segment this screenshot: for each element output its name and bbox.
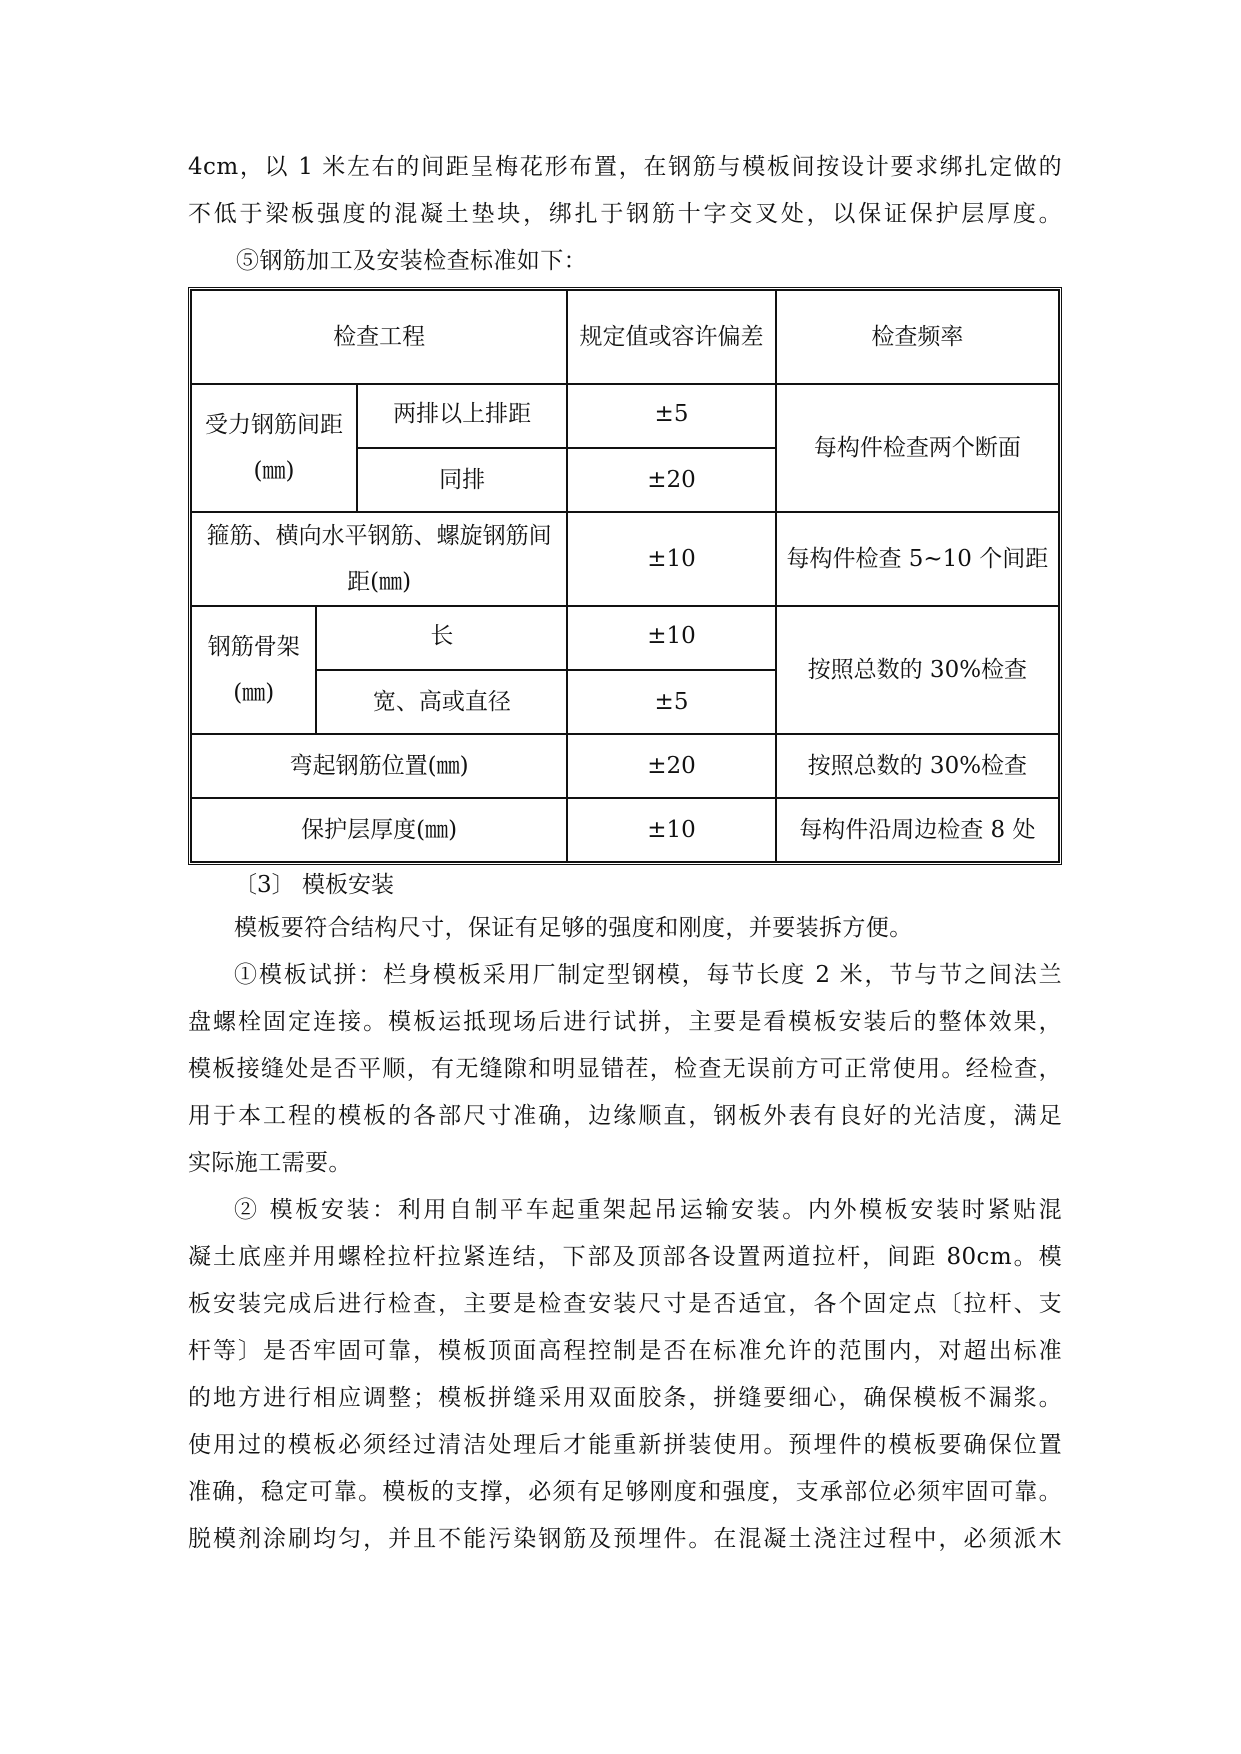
para-formwork-install xyxy=(188,1187,1062,1563)
para1-line: 盘螺栓固定连接。模板运抵现场后进行试拼，主要是看模板安装后的整体效果， xyxy=(188,1009,1062,1035)
stirrup-label: 箍筋、横向水平钢筋、螺旋钢筋间距(㎜) xyxy=(191,512,567,606)
stirrup-frequency: 每构件检查 5~10 个间距 xyxy=(776,512,1059,606)
header-frequency: 检查频率 xyxy=(776,290,1059,384)
spacing-multi-value: ±5 xyxy=(567,384,775,448)
para2-line: 脱模剂涂刷均匀，并且不能污染钢筋及预埋件。在混凝土浇注过程中，必须派木 xyxy=(188,1526,1062,1552)
cage-group-label: 钢筋骨架(㎜) xyxy=(191,606,316,734)
para1-line: ①模板试拼：栏身模板采用厂制定型钢模，每节长度 2 米，节与节之间法兰 xyxy=(234,962,1062,988)
section-title: 〔3〕 模板安装 xyxy=(234,872,394,898)
para2-line: ② 模板安装：利用自制平车起重架起吊运输安装。内外模板安装时紧贴混 xyxy=(234,1197,1062,1223)
spacing-frequency: 每构件检查两个断面 xyxy=(776,384,1059,512)
bent-label: 弯起钢筋位置(㎜) xyxy=(191,734,567,798)
para2-line: 凝土底座并用螺栓拉杆拉紧连结，下部及顶部各设置两道拉杆，间距 80cm。模 xyxy=(188,1244,1062,1270)
header-item: 检查工程 xyxy=(191,290,567,384)
para2-line: 使用过的模板必须经过清洁处理后才能重新拼装使用。预埋件的模板要确保位置 xyxy=(188,1432,1062,1458)
cage-length-label: 长 xyxy=(316,606,567,670)
cover-value: ±10 xyxy=(567,798,775,862)
stirrup-value: ±10 xyxy=(567,512,775,606)
intro-line-1: 4cm，以 1 米左右的间距呈梅花形布置，在钢筋与模板间按设计要求绑扎定做的 xyxy=(188,154,1062,180)
table-caption: ⑤钢筋加工及安装检查标准如下： xyxy=(236,248,587,274)
bent-value: ±20 xyxy=(567,734,775,798)
spacing-same-value: ±20 xyxy=(567,448,775,512)
para-intro: 模板要符合结构尺寸，保证有足够的强度和刚度，并要装拆方便。 xyxy=(234,915,913,941)
para-trial-assembly xyxy=(188,952,1062,1187)
cover-frequency: 每构件沿周边检查 8 处 xyxy=(776,798,1059,862)
para1-line: 实际施工需要。 xyxy=(188,1150,352,1176)
spacing-multi-label: 两排以上排距 xyxy=(357,384,567,448)
bent-frequency: 按照总数的 30%检查 xyxy=(776,734,1059,798)
para2-line: 杆等〕是否牢固可靠，模板顶面高程控制是否在标准允许的范围内，对超出标准 xyxy=(188,1338,1062,1364)
rebar-inspection-table xyxy=(188,287,1062,865)
para2-line: 准确，稳定可靠。模板的支撑，必须有足够刚度和强度，支承部位必须牢固可靠。 xyxy=(188,1479,1062,1505)
spacing-group-label: 受力钢筋间距(㎜) xyxy=(191,384,357,512)
para2-line: 板安装完成后进行检查，主要是检查安装尺寸是否适宜，各个固定点〔拉杆、支 xyxy=(188,1291,1062,1317)
cage-width-value: ±5 xyxy=(567,670,775,734)
spacing-same-label: 同排 xyxy=(357,448,567,512)
cage-frequency: 按照总数的 30%检查 xyxy=(776,606,1059,734)
para1-line: 模板接缝处是否平顺，有无缝隙和明显错茬，检查无误前方可正常使用。经检查， xyxy=(188,1056,1062,1082)
cage-width-label: 宽、高或直径 xyxy=(316,670,567,734)
cage-length-value: ±10 xyxy=(567,606,775,670)
document-body xyxy=(188,144,1062,1563)
cover-label: 保护层厚度(㎜) xyxy=(191,798,567,862)
para2-line: 的地方进行相应调整；模板拼缝采用双面胶条，拼缝要细心，确保模板不漏浆。 xyxy=(188,1385,1062,1411)
header-tolerance: 规定值或容许偏差 xyxy=(567,290,775,384)
intro-line-2: 不低于梁板强度的混凝土垫块，绑扎于钢筋十字交叉处，以保证保护层厚度。 xyxy=(188,201,1062,227)
para1-line: 用于本工程的模板的各部尺寸准确，边缘顺直，钢板外表有良好的光洁度，满足 xyxy=(188,1103,1062,1129)
